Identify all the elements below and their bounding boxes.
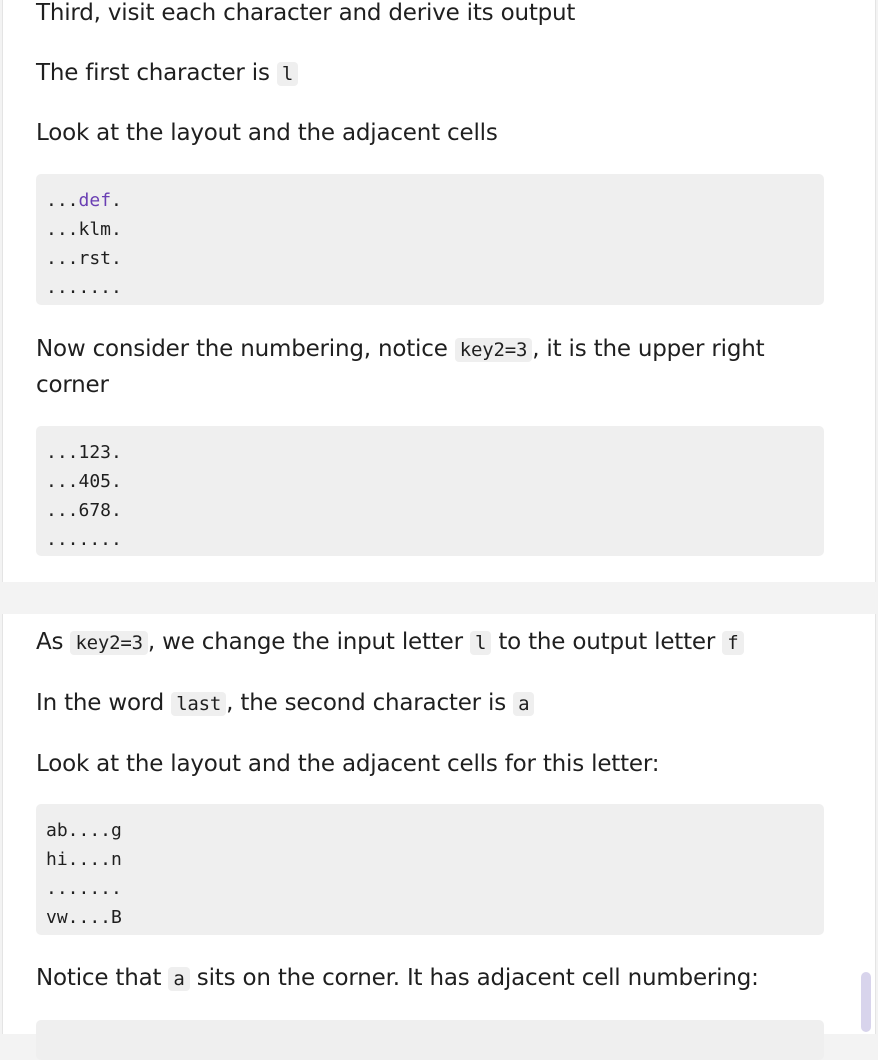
- paragraph-first-character: [36, 55, 298, 92]
- paragraph-numbering: [36, 331, 764, 368]
- text: sits on the corner. It has adjacent cell numbering:: [189, 965, 759, 991]
- code-block-partial[interactable]: [36, 1020, 824, 1060]
- inline-code: a: [168, 967, 189, 991]
- scrollbar-thumb[interactable]: [861, 972, 871, 1032]
- text: corner: [36, 372, 109, 398]
- code-line: .......: [46, 277, 122, 298]
- paragraph-look-layout: [36, 115, 498, 151]
- code-line: ...123.: [46, 442, 122, 463]
- paragraph-word-last: [36, 685, 534, 722]
- text: , it is the upper right: [532, 336, 765, 362]
- code-text: .: [111, 190, 122, 211]
- code-line: vw....B: [46, 907, 122, 928]
- code-line: .......: [46, 878, 122, 899]
- text: , we change the input letter: [147, 629, 470, 655]
- code-line: ...678.: [46, 500, 122, 521]
- code-highlight: def: [78, 190, 112, 211]
- text: In the word: [36, 690, 172, 716]
- code-line: hi....n: [46, 849, 122, 870]
- paragraph-look-layout-letter: [36, 746, 659, 782]
- code-line: ...klm.: [46, 219, 122, 240]
- paragraph-third-visit: [36, 0, 575, 31]
- paragraph-corner: [36, 960, 759, 997]
- text: Look at the layout and the adjacent cells for this letter:: [36, 751, 660, 777]
- message-card-1: [2, 0, 876, 582]
- text: , the second character is: [226, 690, 514, 716]
- inline-code: a: [513, 692, 534, 716]
- inline-code: key2=3: [70, 631, 147, 655]
- code-line: ab....g: [46, 820, 122, 841]
- text: Notice that: [36, 965, 169, 991]
- inline-code: key2=3: [455, 338, 532, 362]
- text: The first character is: [36, 60, 277, 86]
- code-block-numbering[interactable]: [36, 426, 824, 556]
- inline-code: f: [722, 631, 743, 655]
- paragraph-numbering-cont: [36, 367, 109, 403]
- text: Look at the layout and the adjacent cells: [36, 120, 498, 146]
- inline-code: last: [171, 692, 226, 716]
- code-block-layout[interactable]: [36, 174, 824, 305]
- text: to the output letter: [491, 629, 723, 655]
- code-line: ...405.: [46, 471, 122, 492]
- inline-code: l: [470, 631, 491, 655]
- paragraph-as-key: [36, 624, 744, 661]
- code-block-letter-layout[interactable]: [36, 804, 824, 935]
- code-text: ...: [46, 190, 79, 211]
- text: Now consider the numbering, notice: [36, 336, 455, 362]
- code-line: ...rst.: [46, 248, 122, 269]
- text: Third, visit each character and derive its output: [36, 0, 576, 26]
- code-line: .......: [46, 529, 122, 550]
- message-card-2: [2, 614, 876, 1034]
- text: As: [36, 629, 71, 655]
- inline-code: l: [277, 62, 298, 86]
